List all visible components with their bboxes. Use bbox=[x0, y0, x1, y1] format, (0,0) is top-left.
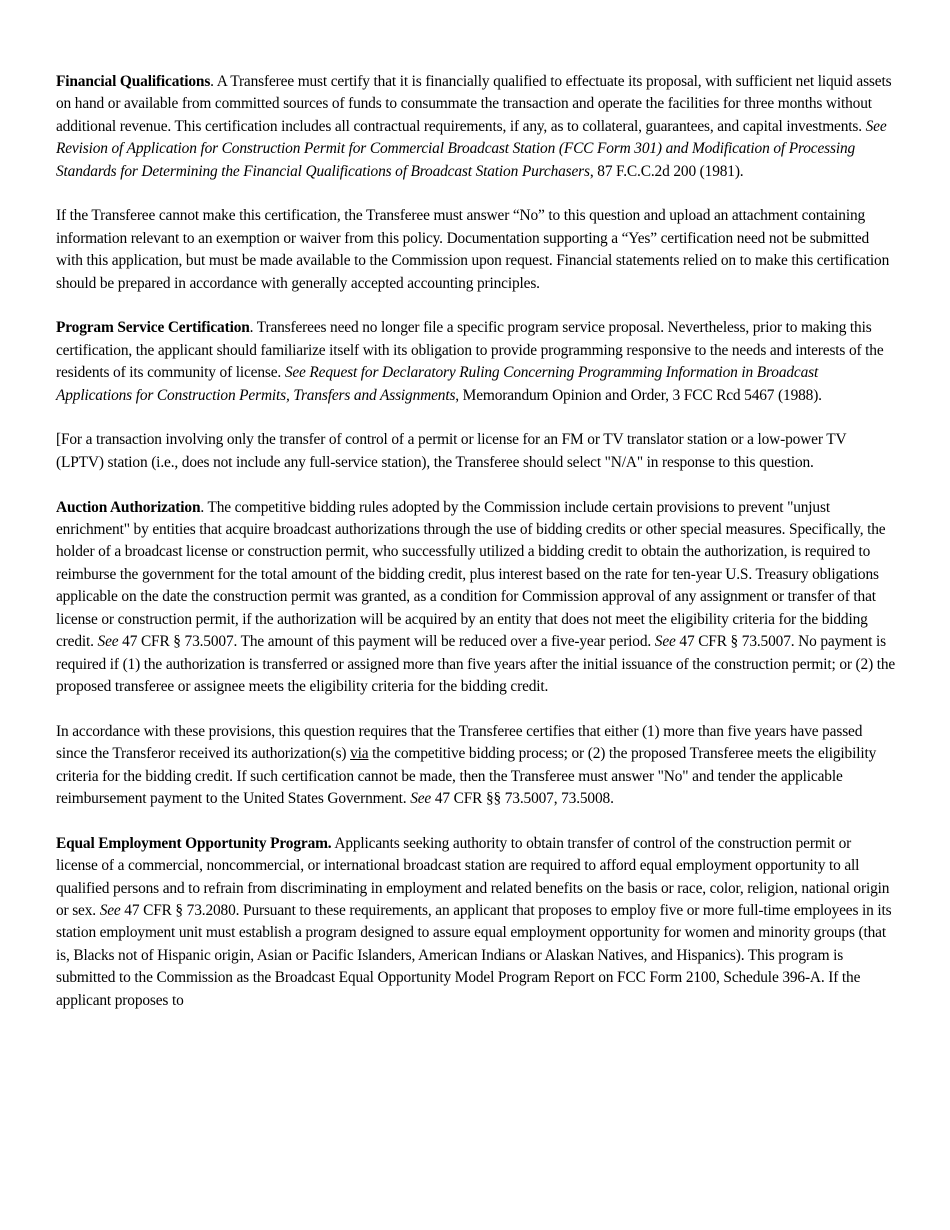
eeo-text-2: 47 CFR § 73.2080. Pursuant to these requirements, an applicant that proposes to employ five or more full-time employees in its station employment unit must establish a program designed to assure equal employment opportunity for women and minority groups (that is, Blacks not of Hispanic origin, Asian or Pacific Islanders, American Indians or Alaskan Natives, and Hispanics). This program is submitted to the Commission as the Broadcast Equal Opportunity Model Program Report on FCC Form 2100, Schedule 396-A. If the applicant proposes to bbox=[56, 901, 892, 1009]
program-service-paragraph bbox=[56, 317, 896, 407]
financial-certification-paragraph: If the Transferee cannot make this certification, the Transferee must answer “No” to this question and upload an attachment containing information relevant to an exemption or waiver from this policy. Documentation supporting a “Yes” certification need not be submitted with this application, but must be made available to the Commission upon request. Financial statements relied on to make this certification should be prepared in accordance with generally accepted accounting principles. bbox=[56, 207, 890, 292]
financial-citation-ref: , 87 F.C.C.2d 200 (1981). bbox=[589, 162, 744, 180]
auction-cert-text-3: 47 CFR §§ 73.5007, 73.5008. bbox=[431, 789, 614, 807]
program-service-text: . Transferees need no longer file a specific program service proposal. Nevertheless, prior to making this certification, the applicant should familiarize itself with its obligation to provide programming responsive to the needs and interests of the residents of its community of license. bbox=[56, 319, 884, 382]
eeo-text: Applicants seeking authority to obtain transfer of control of the construction permit or license of a commercial, noncommercial, or international broadcast station are required to afford equal employment opportunity to all qualified persons and to refrain from discriminating in employment and related benefits on the basis or race, color, religion, national origin or sex. bbox=[56, 834, 890, 919]
auction-certification-paragraph bbox=[56, 721, 896, 811]
auction-authorization-heading: Auction Authorization bbox=[56, 498, 201, 516]
see-signal: See bbox=[410, 789, 432, 807]
eeo-program-heading: Equal Employment Opportunity Program. bbox=[56, 834, 332, 852]
auction-cert-text: In accordance with these provisions, this question requires that the Transferee certifies that either (1) more than five years have passed since the Transferor received its authorization(s) bbox=[56, 722, 863, 763]
via-underlined: via bbox=[350, 745, 369, 763]
financial-qualifications-heading: Financial Qualifications bbox=[56, 73, 211, 90]
see-signal: See bbox=[99, 901, 121, 919]
auction-text: . The competitive bidding rules adopted by the Commission include certain provisions to prevent "unjust enrichment" by entities that acquire broadcast authorizations through the use of bidding credits or other special measures. Specifically, the holder of a broadcast license or construction permit, who successfully utilized a bidding credit to obtain the authorization, is required to reimburse the government for the total amount of the bidding credit, plus interest based on the rate for ten-year U.S. Treasury obligations applicable on the date the construction permit was granted, as a condition for Commission approval of any assignment or transfer of that license or construction permit, if the authorization will be acquired by an entity that does not meet the eligibility criteria for the bidding credit. bbox=[56, 498, 886, 651]
program-service-heading: Program Service Certification bbox=[56, 319, 250, 337]
program-service-citation: See Request for Declaratory Ruling Concerning Programming Information in Broadcast Applications for Construction Permits, Transfers and Assignments bbox=[56, 364, 819, 404]
eeo-program-paragraph bbox=[56, 833, 896, 1012]
financial-text: . A Transferee must certify that it is financially qualified to effectuate its proposal, with sufficient net liquid assets on hand or available from committed sources of funds to consummate the transaction and operate the facilities for three months without additional revenue. This certification includes all contractual requirements, if any, as to collateral, guarantees, and capital investments. bbox=[56, 73, 892, 135]
translator-note-paragraph: [For a transaction involving only the transfer of control of a permit or license for an FM or TV translator station or a low-power TV (LPTV) station (i.e., does not include any full-service station), the Transferee should select "N/A" in response to this question. bbox=[56, 431, 847, 471]
auction-cert-text-2: the competitive bidding process; or (2) the proposed Transferee meets the eligibility criteria for the bidding credit. If such certification cannot be made, then the Transferee must answer "No" and tender the applicable reimbursement payment to the United States Government. bbox=[56, 745, 877, 807]
auction-text-2: 47 CFR § 73.5007. The amount of this payment will be reduced over a five-year period. bbox=[118, 633, 655, 651]
see-signal: See bbox=[654, 633, 676, 651]
see-signal: See bbox=[97, 633, 119, 651]
program-service-citation-ref: , Memorandum Opinion and Order, 3 FCC Rcd 5467 (1988). bbox=[455, 386, 822, 404]
financial-qualifications-paragraph bbox=[56, 71, 896, 183]
auction-text-3: 47 CFR § 73.5007. No payment is required if (1) the authorization is transferred or assigned more than five years after the initial issuance of the construction permit; or (2) the proposed transferee or assignee meets the eligibility criteria for the bidding credit. bbox=[56, 633, 896, 695]
auction-authorization-paragraph bbox=[56, 497, 896, 699]
financial-citation: See Revision of Application for Construction Permit for Commercial Broadcast Station (FCC Form 301) and Modification of Processing Standards for Determining the Financial Qualifications of Broadcast Station Purchasers bbox=[56, 117, 887, 180]
